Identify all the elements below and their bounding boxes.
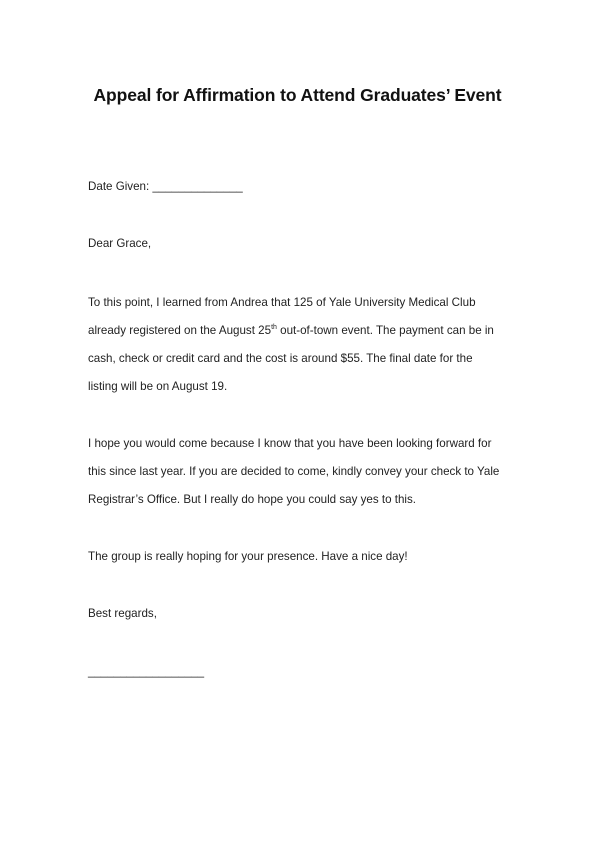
- paragraph1-line2-after: out-of-town event. The payment can be in: [276, 324, 494, 337]
- date-line: [88, 179, 528, 195]
- date-blank: ______________: [152, 180, 243, 193]
- paragraph1-line3: cash, check or credit card and the cost is around $55. The final date for the: [88, 352, 473, 365]
- date-label: Date Given:: [88, 180, 150, 193]
- paragraph1-line4: listing will be on August 19.: [88, 380, 228, 393]
- closing: Best regards,: [88, 607, 157, 620]
- paragraph2-line1: I hope you would come because I know that you have been looking forward for: [88, 437, 492, 450]
- ordinal-suffix: th: [271, 324, 277, 332]
- salutation: Dear Grace,: [88, 237, 152, 250]
- document-title: Appeal for Affirmation to Attend Graduates’ Event: [93, 85, 502, 105]
- signature-line: __________________: [88, 665, 205, 678]
- paragraph3: The group is really hoping for your presence. Have a nice day!: [88, 550, 408, 563]
- paragraph1-line1: To this point, I learned from Andrea that 125 of Yale University Medical Club: [88, 296, 476, 309]
- paragraph1-line2: [88, 323, 528, 339]
- paragraph2-line3: Registrar’s Office. But I really do hope you could say yes to this.: [88, 493, 417, 506]
- paragraph2-line2: this since last year. If you are decided to come, kindly convey your check to Yale: [88, 465, 500, 478]
- paragraph1-line2-before: already registered on the August 25: [88, 324, 272, 337]
